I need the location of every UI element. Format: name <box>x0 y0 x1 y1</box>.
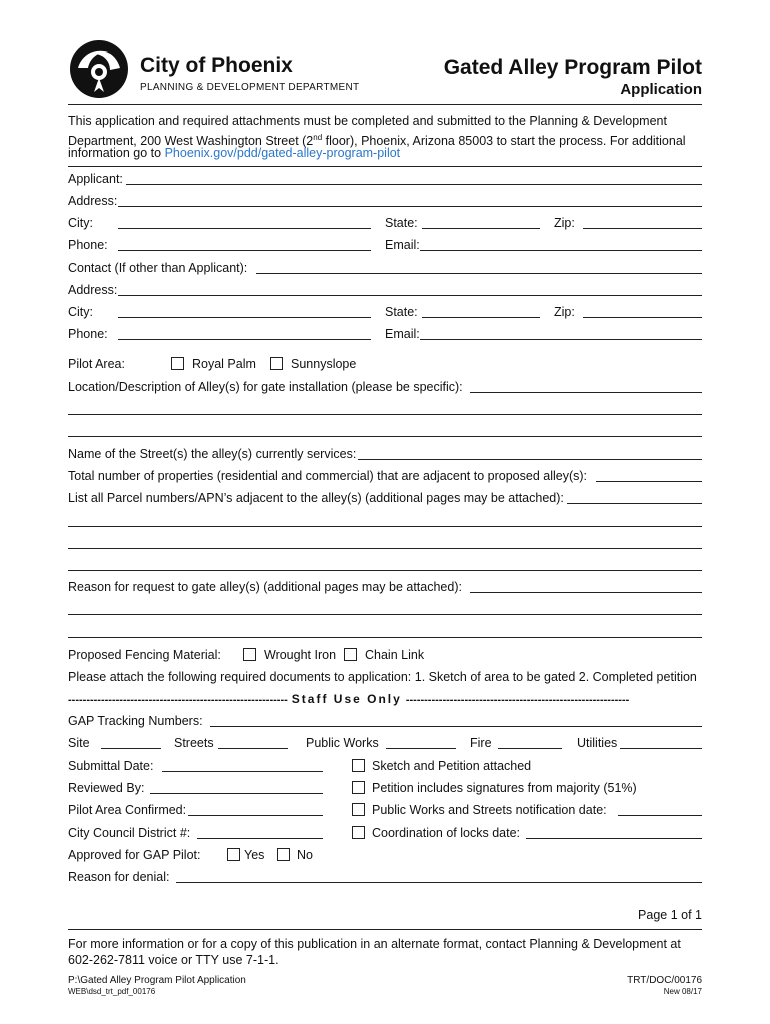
reason-field-line-3[interactable] <box>68 637 702 638</box>
council-district-label: City Council District #: <box>68 826 191 840</box>
attach-instructions: Please attach the following required documents to application: 1. Sketch of area to be gated 2. Completed petition <box>68 670 697 684</box>
phoenix-bird-icon <box>68 38 130 100</box>
sunnyslope-label: Sunnyslope <box>291 357 357 371</box>
notification-label: Public Works and Streets notification date: <box>372 803 607 817</box>
intro-superscript: nd <box>313 133 323 142</box>
approved-label: Approved for GAP Pilot: <box>68 848 201 862</box>
contact-state-label: State: <box>385 305 418 319</box>
applicant-label: Applicant: <box>68 172 123 186</box>
sketch-checkbox[interactable] <box>352 759 365 772</box>
chain-link-label: Chain Link <box>365 648 425 662</box>
street-label: Name of the Street(s) the alley(s) currently services: <box>68 447 357 461</box>
site-field[interactable] <box>101 748 161 749</box>
pilot-area-label: Pilot Area: <box>68 357 125 371</box>
pilot-confirmed-label: Pilot Area Confirmed: <box>68 803 187 817</box>
royal-palm-label: Royal Palm <box>192 357 256 371</box>
staff-divider-right: ------------------------------------------------------------- <box>405 694 630 706</box>
contact-city-label: City: <box>68 305 93 319</box>
wrought-iron-checkbox[interactable] <box>243 648 256 661</box>
dept-name: PLANNING & DEVELOPMENT DEPARTMENT <box>140 82 360 93</box>
streets-label: Streets <box>174 736 214 750</box>
staff-use-divider <box>68 692 702 708</box>
contact-email-label: Email: <box>385 327 420 341</box>
web-path: WEB\dsd_trt_pdf_00176 <box>68 987 156 996</box>
approved-yes-checkbox[interactable] <box>227 848 240 861</box>
org-name: City of Phoenix <box>140 54 293 77</box>
approved-no-checkbox[interactable] <box>277 848 290 861</box>
contact-address-label: Address: <box>68 283 118 297</box>
notification-date-field[interactable] <box>618 815 702 816</box>
locks-label: Coordination of locks date: <box>372 826 521 840</box>
contact-zip-field[interactable] <box>583 317 702 318</box>
applicant-field[interactable] <box>126 184 702 185</box>
gap-tracking-field[interactable] <box>210 726 702 727</box>
fire-field[interactable] <box>498 748 562 749</box>
phone-field[interactable] <box>118 250 371 251</box>
intro-line-2b: floor), Phoenix, Arizona 85003 to start the process. For additional <box>322 134 686 149</box>
zip-field[interactable] <box>583 228 702 229</box>
header-divider <box>68 104 702 105</box>
submittal-date-field[interactable] <box>162 771 323 772</box>
contact-address-field[interactable] <box>118 295 702 296</box>
fencing-label: Proposed Fencing Material: <box>68 648 221 662</box>
email-field[interactable] <box>420 250 702 251</box>
state-label: State: <box>385 216 418 230</box>
reviewed-by-field[interactable] <box>150 793 323 794</box>
contact-field[interactable] <box>256 273 702 274</box>
sunnyslope-checkbox[interactable] <box>270 357 283 370</box>
locks-date-field[interactable] <box>526 838 702 839</box>
intro-divider <box>68 166 702 167</box>
site-label: Site <box>68 736 90 750</box>
intro-line-3a: information go to <box>68 146 165 160</box>
contact-zip-label: Zip: <box>554 305 575 319</box>
location-field[interactable] <box>470 392 702 393</box>
more-info-line-2: 602-262-7811 voice or TTY use 7-1-1. <box>68 953 279 967</box>
location-field-line-3[interactable] <box>68 436 702 437</box>
public-works-field[interactable] <box>386 748 456 749</box>
address-label: Address: <box>68 194 118 208</box>
petition-checkbox[interactable] <box>352 781 365 794</box>
city-field[interactable] <box>118 228 371 229</box>
state-field[interactable] <box>422 228 540 229</box>
program-link[interactable]: Phoenix.gov/pdd/gated-alley-program-pilot <box>164 146 401 160</box>
file-path: P:\Gated Alley Program Pilot Application <box>68 975 246 986</box>
total-properties-label: Total number of properties (residential and commercial) that are adjacent to proposed alley(s): <box>68 469 588 483</box>
public-works-label: Public Works <box>306 736 379 750</box>
contact-city-field[interactable] <box>118 317 371 318</box>
sketch-label: Sketch and Petition attached <box>372 759 532 773</box>
reason-field-line-2[interactable] <box>68 614 702 615</box>
contact-state-field[interactable] <box>422 317 540 318</box>
contact-phone-label: Phone: <box>68 327 108 341</box>
phone-label: Phone: <box>68 238 108 252</box>
parcel-field-line-2[interactable] <box>68 526 702 527</box>
intro-line-2a: Department, 200 West Washington Street (2 <box>68 134 314 149</box>
approved-no-label: No <box>297 848 313 862</box>
contact-email-field[interactable] <box>420 339 702 340</box>
footer-divider <box>68 929 702 930</box>
zip-label: Zip: <box>554 216 575 230</box>
street-field[interactable] <box>358 459 702 460</box>
parcel-label: List all Parcel numbers/APN’s adjacent to the alley(s) (additional pages may be attached): <box>68 491 564 505</box>
doc-id: TRT/DOC/00176 <box>627 975 702 986</box>
page-title: Gated Alley Program Pilot <box>443 56 702 79</box>
email-label: Email: <box>385 238 420 252</box>
city-label: City: <box>68 216 93 230</box>
more-info-line-1: For more information or for a copy of this publication in an alternate format, contact Planning & Development at <box>68 937 681 951</box>
utilities-label: Utilities <box>577 736 618 750</box>
parcel-field-line-3[interactable] <box>68 548 702 549</box>
council-district-field[interactable] <box>197 838 323 839</box>
revision-date: New 08/17 <box>663 987 702 996</box>
royal-palm-checkbox[interactable] <box>171 357 184 370</box>
intro-line-1: This application and required attachments must be completed and submitted to the Planning & Development <box>68 114 667 128</box>
location-label: Location/Description of Alley(s) for gate installation (please be specific): <box>68 380 463 394</box>
page-subtitle: Application <box>620 81 702 98</box>
address-field[interactable] <box>118 206 702 207</box>
petition-label: Petition includes signatures from majority (51%) <box>372 781 637 795</box>
submittal-date-label: Submittal Date: <box>68 759 154 773</box>
denial-reason-label: Reason for denial: <box>68 870 170 884</box>
staff-divider-left: ------------------------------------------------------------ <box>68 694 288 706</box>
contact-label: Contact (If other than Applicant): <box>68 261 248 275</box>
total-properties-field[interactable] <box>596 481 702 482</box>
parcel-field[interactable] <box>567 503 702 504</box>
intro-line-3 <box>68 146 400 161</box>
phoenix-logo <box>68 38 130 100</box>
locks-checkbox[interactable] <box>352 826 365 839</box>
streets-field[interactable] <box>218 748 288 749</box>
denial-reason-field[interactable] <box>176 882 702 883</box>
location-field-line-2[interactable] <box>68 414 702 415</box>
staff-use-title: Staff Use Only <box>291 692 402 706</box>
reason-label: Reason for request to gate alley(s) (additional pages may be attached): <box>68 580 462 594</box>
contact-phone-field[interactable] <box>118 339 371 340</box>
fire-label: Fire <box>470 736 492 750</box>
notification-checkbox[interactable] <box>352 803 365 816</box>
approved-yes-label: Yes <box>244 848 265 862</box>
page-number: Page 1 of 1 <box>638 908 702 922</box>
chain-link-checkbox[interactable] <box>344 648 357 661</box>
wrought-iron-label: Wrought Iron <box>264 648 337 662</box>
pilot-confirmed-field[interactable] <box>188 815 323 816</box>
parcel-field-line-4[interactable] <box>68 570 702 571</box>
gap-tracking-label: GAP Tracking Numbers: <box>68 714 203 728</box>
reason-field[interactable] <box>470 592 702 593</box>
reviewed-by-label: Reviewed By: <box>68 781 145 795</box>
utilities-field[interactable] <box>620 748 702 749</box>
